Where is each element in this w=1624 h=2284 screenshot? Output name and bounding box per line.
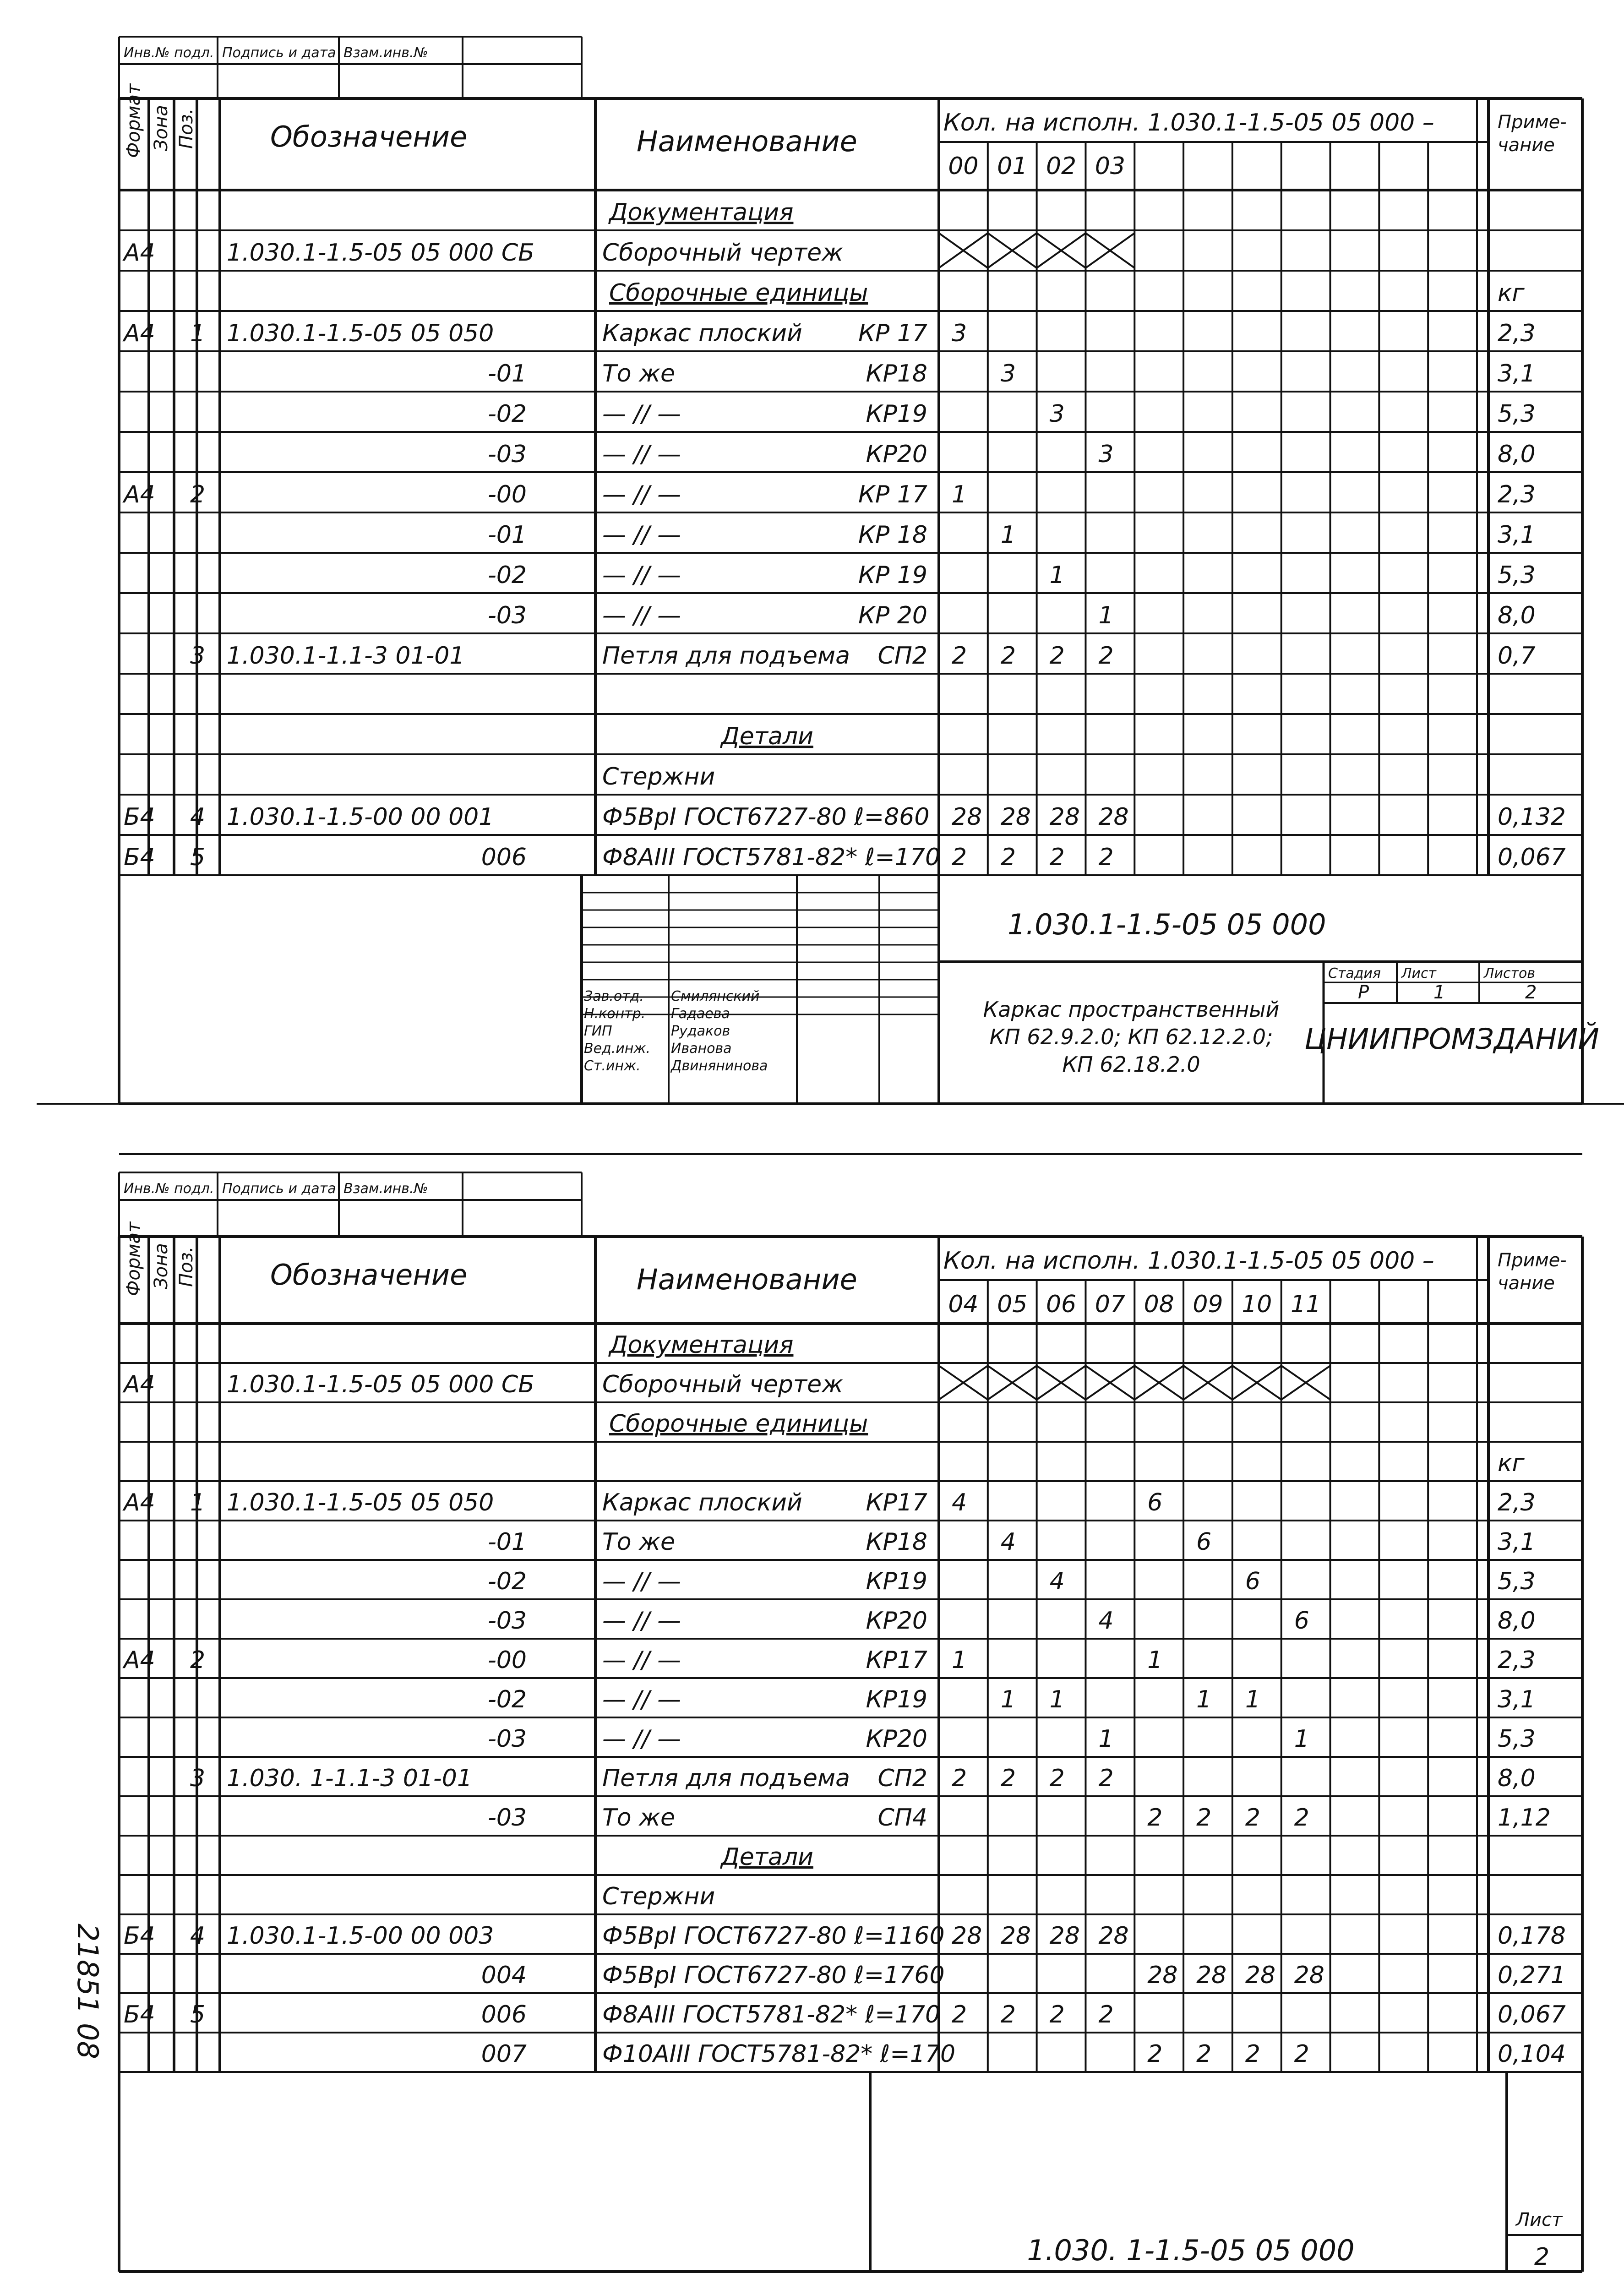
lower-row-5-qty-1: 4 <box>1000 1528 1016 1556</box>
upper-row-14-name: Стержни <box>602 763 715 790</box>
upper-row-0-section: Документация <box>609 199 794 226</box>
upper-stage-head: Стадия <box>1328 965 1381 981</box>
lower-row-17-name: Ф8АIII ГОСТ5781-82* ℓ=170 <box>602 2001 941 2028</box>
upper-row-15-pos: 4 <box>190 803 206 831</box>
lower-exec-head-3: 07 <box>1095 1291 1125 1318</box>
lower-row-12-mark: СП4 <box>877 1804 927 1832</box>
upper-row-16-format: Б4 <box>124 844 155 871</box>
upper-row-16-pos: 5 <box>190 844 206 871</box>
lower-row-4-name: Каркас плоский <box>602 1489 802 1516</box>
upper-role-1: Н.контр. <box>584 1006 646 1022</box>
upper-role-0: Зав.отд. <box>584 988 644 1004</box>
upper-row-7-name: — // — <box>602 481 681 508</box>
lower-row-5-name: То же <box>602 1528 675 1556</box>
lower-row-8-mark: КР17 <box>866 1646 927 1674</box>
lower-row-12-qty-7: 2 <box>1294 1804 1309 1832</box>
lower-row-15-name: Ф5ВрI ГОСТ6727-80 ℓ=1160 <box>602 1922 945 1950</box>
lower-row-4-qty-0: 4 <box>952 1489 967 1516</box>
lower-row-11-qty-3: 2 <box>1098 1765 1114 1792</box>
upper-row-15-qty-0: 28 <box>952 803 982 831</box>
lower-row-7-note: 8,0 <box>1498 1607 1536 1635</box>
lower-row-4-format: А4 <box>124 1489 155 1516</box>
lower-row-17-note: 0,067 <box>1498 2001 1566 2028</box>
lower-row-17-designation: 006 <box>481 2001 527 2028</box>
upper-row-8-qty-1: 1 <box>1000 521 1016 549</box>
lower-row-1-name: Сборочный чертеж <box>602 1371 843 1398</box>
lower-row-4-designation: 1.030.1-1.5-05 05 050 <box>227 1489 494 1516</box>
upper-head-pos: Поз. <box>176 108 197 149</box>
lower-row-15-format: Б4 <box>124 1922 155 1950</box>
upper-name-0: Смилянский <box>671 988 760 1004</box>
lower-row-9-qty-5: 1 <box>1196 1686 1212 1713</box>
upper-sheet: 1 <box>1433 982 1445 1003</box>
upper-row-7-mark: КР 17 <box>858 481 927 508</box>
lower-row-17-qty-3: 2 <box>1098 2001 1114 2028</box>
upper-row-16-designation: 006 <box>481 844 527 871</box>
lower-row-12-qty-4: 2 <box>1147 1804 1163 1832</box>
upper-row-8-designation: -01 <box>488 521 527 549</box>
lower-row-17-format: Б4 <box>124 2001 155 2028</box>
lower-head-pos: Поз. <box>176 1246 197 1287</box>
lower-row-18-designation: 007 <box>481 2040 527 2068</box>
upper-row-8-note: 3,1 <box>1498 521 1536 549</box>
lower-row-18-name: Ф10АIII ГОСТ5781-82* ℓ=170 <box>602 2040 956 2068</box>
lower-row-12-name: То же <box>602 1804 675 1832</box>
lower-row-14-name: Стержни <box>602 1883 715 1910</box>
lower-row-18-note: 0,104 <box>1498 2040 1566 2068</box>
lower-row-18-qty-6: 2 <box>1245 2040 1261 2068</box>
upper-row-13-section: Детали <box>721 723 813 750</box>
upper-stamp-header-2: Взам.инв.№ <box>343 45 428 61</box>
upper-row-11-mark: СП2 <box>877 642 927 670</box>
upper-row-5-name: — // — <box>602 400 681 428</box>
upper-title-line-1: КП 62.9.2.0; КП 62.12.2.0; <box>989 1025 1273 1049</box>
lower-row-3-note: кг <box>1498 1450 1525 1477</box>
lower-row-11-qty-2: 2 <box>1049 1765 1065 1792</box>
lower-row-8-qty-4: 1 <box>1147 1646 1163 1674</box>
upper-sheets-head: Листов <box>1484 965 1536 981</box>
lower-row-11-name: Петля для подъема <box>602 1765 850 1792</box>
upper-row-16-qty-0: 2 <box>952 844 967 871</box>
upper-name-4: Двинянинова <box>671 1058 768 1074</box>
upper-role-4: Ст.инж. <box>584 1058 641 1074</box>
lower-row-9-note: 3,1 <box>1498 1686 1536 1713</box>
lower-row-16-note: 0,271 <box>1498 1962 1566 1989</box>
lower-row-18-qty-4: 2 <box>1147 2040 1163 2068</box>
lower-row-17-qty-2: 2 <box>1049 2001 1065 2028</box>
lower-exec-head-0: 04 <box>948 1291 979 1318</box>
upper-row-9-qty-2: 1 <box>1049 561 1065 589</box>
lower-row-9-designation: -02 <box>488 1686 527 1713</box>
lower-row-17-qty-1: 2 <box>1000 2001 1016 2028</box>
upper-row-1-format: А4 <box>124 239 155 267</box>
upper-row-4-note: 3,1 <box>1498 360 1536 387</box>
upper-row-15-qty-3: 28 <box>1098 803 1129 831</box>
lower-row-10-qty-3: 1 <box>1098 1725 1114 1753</box>
lower-row-7-qty-3: 4 <box>1098 1607 1114 1635</box>
lower-head-zone: Зона <box>151 1243 172 1289</box>
upper-row-9-note: 5,3 <box>1498 561 1536 589</box>
upper-row-11-designation: 1.030.1-1.1-3 01-01 <box>227 642 465 670</box>
lower-row-10-mark: КР20 <box>866 1725 927 1753</box>
upper-name-2: Рудаков <box>671 1023 730 1039</box>
upper-head-zone: Зона <box>151 105 172 151</box>
upper-role-3: Вед.инж. <box>584 1041 650 1057</box>
upper-row-7-format: А4 <box>124 481 155 508</box>
upper-name-3: Иванова <box>671 1041 732 1057</box>
upper-row-1-name: Сборочный чертеж <box>602 239 843 267</box>
upper-row-6-mark: КР20 <box>866 441 927 468</box>
lower-row-16-name: Ф5ВрI ГОСТ6727-80 ℓ=1760 <box>602 1962 945 1989</box>
lower-row-8-designation: -00 <box>488 1646 527 1674</box>
lower-row-0-section: Документация <box>609 1331 794 1359</box>
lower-stamp-header-1: Подпись и дата <box>222 1181 336 1197</box>
lower-head-qty: Кол. на исполн. 1.030.1-1.5-05 05 000 – <box>943 1247 1434 1275</box>
upper-row-4-designation: -01 <box>488 360 527 387</box>
lower-row-9-name: — // — <box>602 1686 681 1713</box>
upper-row-2-section: Сборочные единицы <box>609 279 868 307</box>
lower-row-15-qty-2: 28 <box>1049 1922 1080 1950</box>
lower-exec-head-2: 06 <box>1046 1291 1077 1318</box>
lower-sheet-head: Лист <box>1516 2209 1563 2230</box>
lower-head-name: Наименование <box>637 1263 857 1296</box>
lower-row-18-qty-5: 2 <box>1196 2040 1212 2068</box>
upper-row-4-mark: КР18 <box>866 360 927 387</box>
lower-row-6-mark: КР19 <box>866 1568 927 1595</box>
lower-row-11-qty-0: 2 <box>952 1765 967 1792</box>
lower-row-10-name: — // — <box>602 1725 681 1753</box>
upper-row-16-qty-1: 2 <box>1000 844 1016 871</box>
lower-row-18-qty-7: 2 <box>1294 2040 1309 2068</box>
lower-row-4-pos: 1 <box>190 1489 206 1516</box>
upper-row-7-designation: -00 <box>488 481 527 508</box>
upper-row-3-qty-0: 3 <box>952 320 967 347</box>
lower-head-format: Формат <box>123 1221 144 1296</box>
upper-row-8-mark: КР 18 <box>858 521 927 549</box>
upper-row-11-qty-1: 2 <box>1000 642 1016 670</box>
lower-row-17-pos: 5 <box>190 2001 206 2028</box>
upper-row-6-name: — // — <box>602 441 681 468</box>
upper-row-11-name: Петля для подъема <box>602 642 850 670</box>
upper-sheets: 2 <box>1525 982 1537 1003</box>
upper-row-11-qty-2: 2 <box>1049 642 1065 670</box>
upper-row-3-name: Каркас плоский <box>602 320 802 347</box>
lower-head-note-1: Приме- <box>1498 1250 1567 1271</box>
lower-row-8-qty-0: 1 <box>952 1646 967 1674</box>
lower-row-15-designation: 1.030.1-1.5-00 00 003 <box>227 1922 494 1950</box>
lower-row-7-designation: -03 <box>488 1607 527 1635</box>
lower-exec-head-7: 11 <box>1291 1291 1321 1318</box>
lower-row-5-note: 3,1 <box>1498 1528 1536 1556</box>
upper-row-16-note: 0,067 <box>1498 844 1566 871</box>
upper-exec-head-3: 03 <box>1095 153 1125 180</box>
upper-row-3-pos: 1 <box>190 320 206 347</box>
lower-row-16-designation: 004 <box>481 1962 527 1989</box>
lower-row-11-mark: СП2 <box>877 1765 927 1792</box>
upper-row-7-pos: 2 <box>190 481 206 508</box>
lower-row-16-qty-7: 28 <box>1294 1962 1324 1989</box>
upper-head-name: Наименование <box>637 125 857 158</box>
upper-head-format: Формат <box>123 83 144 158</box>
upper-row-4-qty-1: 3 <box>1000 360 1016 387</box>
upper-row-5-qty-2: 3 <box>1049 400 1065 428</box>
lower-row-11-note: 8,0 <box>1498 1765 1536 1792</box>
lower-row-10-qty-7: 1 <box>1294 1725 1309 1753</box>
upper-row-16-qty-2: 2 <box>1049 844 1065 871</box>
upper-exec-head-1: 01 <box>997 153 1028 180</box>
upper-head-qty: Кол. на исполн. 1.030.1-1.5-05 05 000 – <box>943 109 1434 136</box>
upper-row-11-note: 0,7 <box>1498 642 1536 670</box>
lower-row-4-note: 2,3 <box>1498 1489 1536 1516</box>
upper-row-9-mark: КР 19 <box>858 561 927 589</box>
lower-row-8-pos: 2 <box>190 1646 206 1674</box>
lower-row-9-qty-1: 1 <box>1000 1686 1016 1713</box>
upper-row-3-mark: КР 17 <box>858 320 927 347</box>
upper-row-7-note: 2,3 <box>1498 481 1536 508</box>
upper-row-6-note: 8,0 <box>1498 441 1536 468</box>
upper-row-6-designation: -03 <box>488 441 527 468</box>
upper-row-15-designation: 1.030.1-1.5-00 00 001 <box>227 803 494 831</box>
lower-row-12-designation: -03 <box>488 1804 527 1832</box>
upper-row-10-note: 8,0 <box>1498 602 1536 629</box>
upper-row-3-designation: 1.030.1-1.5-05 05 050 <box>227 320 494 347</box>
lower-row-5-mark: КР18 <box>866 1528 927 1556</box>
upper-row-1-designation: 1.030.1-1.5-05 05 000 СБ <box>227 239 534 267</box>
lower-row-7-qty-7: 6 <box>1294 1607 1309 1635</box>
upper-row-16-qty-3: 2 <box>1098 844 1114 871</box>
lower-row-6-name: — // — <box>602 1568 681 1595</box>
lower-row-16-qty-4: 28 <box>1147 1962 1178 1989</box>
upper-row-6-qty-3: 3 <box>1098 441 1114 468</box>
upper-org: ЦНИИПРОМЗДАНИЙ <box>1304 1022 1599 1056</box>
upper-role-2: ГИП <box>584 1023 612 1039</box>
lower-row-9-qty-2: 1 <box>1049 1686 1065 1713</box>
lower-head-designation: Обозначение <box>270 1258 468 1292</box>
lower-row-12-note: 1,12 <box>1498 1804 1551 1832</box>
upper-head-note-1: Приме- <box>1498 112 1567 133</box>
upper-row-10-name: — // — <box>602 602 681 629</box>
lower-exec-head-6: 10 <box>1242 1291 1272 1318</box>
lower-row-11-designation: 1.030. 1-1.1-3 01-01 <box>227 1765 472 1792</box>
lower-exec-head-1: 05 <box>997 1291 1028 1318</box>
upper-stage: Р <box>1358 982 1369 1003</box>
upper-row-3-note: 2,3 <box>1498 320 1536 347</box>
upper-row-10-qty-3: 1 <box>1098 602 1114 629</box>
upper-row-7-qty-0: 1 <box>952 481 967 508</box>
upper-row-16-name: Ф8АIII ГОСТ5781-82* ℓ=170 <box>602 844 941 871</box>
lower-row-5-qty-5: 6 <box>1196 1528 1212 1556</box>
upper-title-line-2: КП 62.18.2.0 <box>1062 1052 1200 1077</box>
upper-row-10-mark: КР 20 <box>858 602 927 629</box>
upper-row-15-format: Б4 <box>124 803 155 831</box>
lower-doc-code: 1.030. 1-1.5-05 05 000 <box>1027 2234 1355 2267</box>
upper-stamp-header-0: Инв.№ подл. <box>124 45 214 61</box>
lower-row-6-note: 5,3 <box>1498 1568 1536 1595</box>
lower-row-9-qty-6: 1 <box>1245 1686 1261 1713</box>
lower-row-11-qty-1: 2 <box>1000 1765 1016 1792</box>
lower-row-17-qty-0: 2 <box>952 2001 967 2028</box>
upper-row-11-qty-0: 2 <box>952 642 967 670</box>
lower-sheet: 2 <box>1534 2243 1550 2271</box>
lower-exec-head-5: 09 <box>1193 1291 1223 1318</box>
lower-row-7-mark: КР20 <box>866 1607 927 1635</box>
lower-row-16-qty-5: 28 <box>1196 1962 1227 1989</box>
upper-row-11-pos: 3 <box>190 642 206 670</box>
lower-row-13-section: Детали <box>721 1843 813 1871</box>
lower-row-10-note: 5,3 <box>1498 1725 1536 1753</box>
upper-row-15-qty-1: 28 <box>1000 803 1031 831</box>
upper-row-10-designation: -03 <box>488 602 527 629</box>
lower-row-11-pos: 3 <box>190 1765 206 1792</box>
lower-row-1-designation: 1.030.1-1.5-05 05 000 СБ <box>227 1371 534 1398</box>
upper-exec-head-2: 02 <box>1046 153 1077 180</box>
lower-row-8-note: 2,3 <box>1498 1646 1536 1674</box>
lower-row-15-note: 0,178 <box>1498 1922 1566 1950</box>
upper-head-designation: Обозначение <box>270 120 468 153</box>
upper-row-11-qty-3: 2 <box>1098 642 1114 670</box>
lower-row-4-mark: КР17 <box>866 1489 927 1516</box>
lower-row-6-qty-2: 4 <box>1049 1568 1065 1595</box>
lower-row-16-qty-6: 28 <box>1245 1962 1276 1989</box>
lower-row-8-name: — // — <box>602 1646 681 1674</box>
archive-number: 21851 08 <box>71 1924 104 2059</box>
lower-row-15-qty-3: 28 <box>1098 1922 1129 1950</box>
lower-row-15-qty-1: 28 <box>1000 1922 1031 1950</box>
lower-row-15-pos: 4 <box>190 1922 206 1950</box>
upper-head-note-2: чание <box>1498 135 1555 156</box>
lower-stamp-header-2: Взам.инв.№ <box>343 1181 428 1197</box>
lower-row-8-format: А4 <box>124 1646 155 1674</box>
upper-row-5-note: 5,3 <box>1498 400 1536 428</box>
lower-row-10-designation: -03 <box>488 1725 527 1753</box>
upper-row-9-designation: -02 <box>488 561 527 589</box>
lower-head-note-2: чание <box>1498 1273 1555 1294</box>
lower-row-9-mark: КР19 <box>866 1686 927 1713</box>
lower-row-12-qty-5: 2 <box>1196 1804 1212 1832</box>
upper-row-15-qty-2: 28 <box>1049 803 1080 831</box>
upper-doc-code: 1.030.1-1.5-05 05 000 <box>1008 908 1326 941</box>
upper-row-15-note: 0,132 <box>1498 803 1566 831</box>
lower-row-5-designation: -01 <box>488 1528 527 1556</box>
lower-stamp-header-0: Инв.№ подл. <box>124 1181 214 1197</box>
lower-row-4-qty-4: 6 <box>1147 1489 1163 1516</box>
lower-exec-head-4: 08 <box>1144 1291 1174 1318</box>
upper-row-4-name: То же <box>602 360 675 387</box>
upper-title-line-0: Каркас пространственный <box>983 997 1280 1022</box>
lower-row-15-qty-0: 28 <box>952 1922 982 1950</box>
lower-row-6-qty-6: 6 <box>1245 1568 1261 1595</box>
upper-sheet-head: Лист <box>1401 965 1437 981</box>
upper-stamp-header-1: Подпись и дата <box>222 45 336 61</box>
upper-row-3-format: А4 <box>124 320 155 347</box>
lower-row-2-section: Сборочные единицы <box>609 1410 868 1438</box>
upper-row-9-name: — // — <box>602 561 681 589</box>
upper-row-2-note: кг <box>1498 279 1525 307</box>
lower-row-6-designation: -02 <box>488 1568 527 1595</box>
upper-row-5-mark: КР19 <box>866 400 927 428</box>
lower-row-1-format: А4 <box>124 1371 155 1398</box>
lower-row-12-qty-6: 2 <box>1245 1804 1261 1832</box>
lower-row-7-name: — // — <box>602 1607 681 1635</box>
upper-row-5-designation: -02 <box>488 400 527 428</box>
upper-row-15-name: Ф5ВрI ГОСТ6727-80 ℓ=860 <box>602 803 930 831</box>
upper-name-1: Гадаева <box>671 1006 730 1022</box>
upper-row-8-name: — // — <box>602 521 681 549</box>
upper-exec-head-0: 00 <box>948 153 979 180</box>
